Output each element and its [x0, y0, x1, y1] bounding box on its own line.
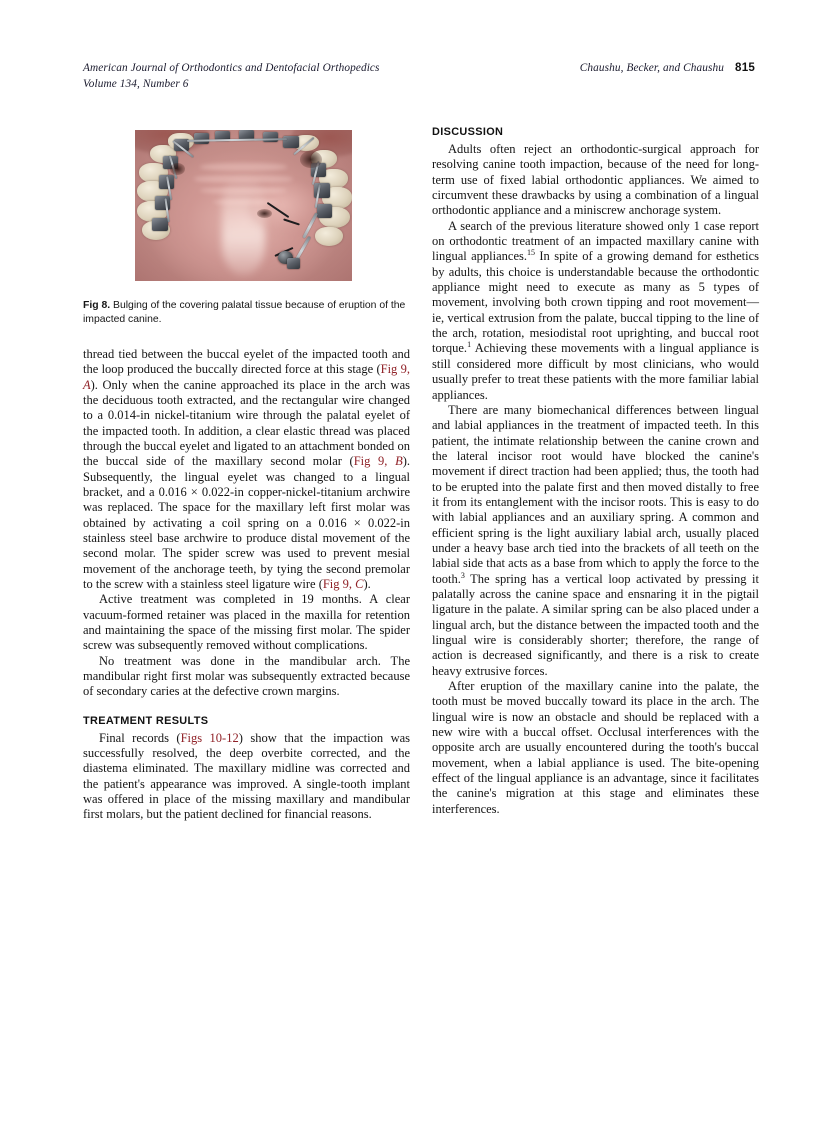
figure-crossref-panel: B: [395, 454, 403, 469]
paragraph-continued: [83, 347, 410, 593]
journal-title: American Journal of Orthodontics and Dentofacial Orthopedics: [83, 62, 380, 74]
para-text: ) show that the impaction was successfully resolved, the deep overbite corrected, and the diastema eliminated. The maxillary midline was corrected and the patient's appearance was improved. A single-tooth implant was offered in place of the missing maxillary and mandibular first molars, but the patient declined for financial reasons.: [83, 730, 411, 822]
occlusal-shadow: [257, 209, 272, 218]
left-column-body: [83, 347, 410, 700]
lingual-bracket: [152, 218, 167, 232]
journal-title-block: [83, 60, 380, 92]
figure-crossref-panel: C: [355, 576, 364, 591]
discussion-body: [432, 142, 759, 817]
para-text: There are many biomechanical differences between lingual and labial appliances in the treatment of impacted teeth. In this patient, the intimate relationship between the canine crown and the lateral incisor root would have blocked the canine's movement if direct traction had been applied; thus, the tooth had to be erupted into the palate first and then moved distally to free it from its entanglement with the incisor roots. This is easy to do with labial appliances and an auxiliary spring. A common and efficient spring is the light auxiliary labial arch, usually placed under a heavy base arch tied into the brackets of all teeth on the labial side that acts as a base from which to apply the force to the tooth.: [432, 402, 759, 586]
lingual-bracket: [317, 204, 332, 218]
figure-label: Fig 8.: [83, 300, 111, 311]
para-text: Final records (: [99, 730, 181, 745]
para-text: ). Subsequently, the lingual eyelet was changed to a lingual bracket, and a 0.016 × 0.022-in copper-nickel-titanium archwire was replaced. The space for the maxillary left first molar was obtained by activating a coil spring on a 0.016 × 0.022-in stainless steel base archwire to produce distal movement of the second molar. The spider screw was used to prevent mesial movement of the anchorage teeth, by tying the second premolar to the screw with a stainless steel ligature wire (: [83, 454, 410, 591]
figure-crossref[interactable]: Fig 9, B: [353, 454, 403, 469]
citation-reference[interactable]: 1: [467, 340, 472, 350]
lingual-bracket: [194, 133, 209, 144]
intraoral-occlusal-photograph: [135, 130, 352, 281]
paragraph: After eruption of the maxillary canine into the palate, the tooth must be moved buccally toward its place in the arch. The lingual wire is now an obstacle and should be replaced with a new wire with a buccal offset. Occlusal interferences with the opposite arch are usually encountered during the tooth's buccal movement, when a labial appliance is used. The bite-opening effect of the lingual appliance is an advantage, since it facilitates the canine's migration at this stage and eliminates these interferences.: [432, 679, 759, 816]
author-names: Chaushu, Becker, and Chaushu: [579, 62, 725, 74]
buccal-attachment: [287, 258, 300, 269]
palatal-ruga: [200, 163, 287, 171]
right-column: [432, 126, 759, 817]
figure-crossref-label: Fig 9: [380, 362, 407, 377]
para-text: ).: [363, 576, 371, 591]
citation-reference[interactable]: 3: [460, 570, 465, 580]
figure-crossref-panel: A: [83, 377, 91, 392]
citation-reference[interactable]: 15: [527, 248, 535, 258]
para-text: A search of the previous literature showed only 1 case report on orthodontic treatment of an impacted maxillary canine with lingual appliances.: [432, 218, 759, 264]
paragraph: [432, 403, 759, 679]
paragraph: Adults often reject an orthodontic-surgical approach for resolving canine tooth impaction, because of the need for long-term use of fixed labial orthodontic appliances. We aimed to circumvent these drawbacks by using a combination of a lingual orthodontic appliance and a miniscrew anchorage system.: [432, 142, 759, 218]
figure-crossref[interactable]: Fig 9, A: [83, 362, 410, 392]
left-column: [83, 126, 410, 823]
figure-crossref-label: Fig 9: [322, 576, 349, 591]
spacer: [83, 700, 410, 715]
section-heading-treatment-results: TREATMENT RESULTS: [83, 714, 209, 727]
figure-crossref-label: Fig 9: [353, 454, 385, 469]
page-number: 815: [735, 61, 755, 74]
para-text: Achieving these movements with a lingual appliance is still considered more difficult by most clinicians, who would usually prefer to treat these patients with the more familiar labial appliances.: [432, 341, 759, 402]
figure-8: [83, 130, 410, 328]
paragraph: Active treatment was completed in 19 months. A clear vacuum-formed retainer was placed in the maxilla for retention and maintaining the space of the missing first molar. The spider screw was subsequently removed without complications.: [83, 592, 410, 653]
para-text: ). Only when the canine approached its place in the arch was the deciduous tooth extracted, and the rectangular wire changed to a 0.014-in nickel-titanium wire through the palatal eyelet of the impacted tooth. In addition, a clear elastic thread was placed through the buccal eyelet and ligated to an attachment bonded on the buccal side of the maxillary second molar (: [83, 377, 410, 469]
occlusal-shadow: [300, 151, 322, 168]
figure-caption-text: Bulging of the covering palatal tissue because of eruption of the impacted canine.: [83, 300, 406, 326]
paragraph: [432, 219, 759, 403]
figure-crossref[interactable]: Figs 10-12: [180, 730, 239, 745]
figure-crossref[interactable]: Fig 9, C: [322, 576, 364, 591]
para-text: In spite of a growing demand for esthetics by adults, this choice is understandable because the orthodontic appliance might need to execute as many as 5 types of movement, involving both crown tipping and root movement—ie, vertical extrusion from the palate, buccal tipping to the line of the arch, rotation, mesiodistal root uprighting, and buccal root torque.: [432, 249, 759, 356]
treatment-results-body: [83, 731, 410, 823]
paragraph: [83, 731, 410, 823]
palatal-ruga: [194, 175, 294, 183]
paragraph: No treatment was done in the mandibular arch. The mandibular right first molar was subsequently extracted because of secondary caries at the defective crown margins.: [83, 653, 410, 699]
figure-caption: [83, 299, 410, 328]
running-head-right: [580, 60, 755, 76]
para-text: thread tied between the buccal eyelet of the impacted tooth and the loop produced the buccally directed force at this stage (: [83, 346, 410, 377]
para-text: The spring has a vertical loop activated by pressing it palatally across the canine space and ensnaring it in the pigtail ligature in the palate. A similar spring can be also placed under a lingual arch, but the distance between the impacted tooth and the lingual wire is considerably shorter; therefore, the range of action is decreased significantly, and there is a risk to create heavy extrusive forces.: [432, 571, 759, 678]
volume-issue: Volume 134, Number 6: [83, 78, 189, 90]
running-head: [83, 60, 755, 96]
section-heading-discussion: DISCUSSION: [432, 126, 504, 138]
